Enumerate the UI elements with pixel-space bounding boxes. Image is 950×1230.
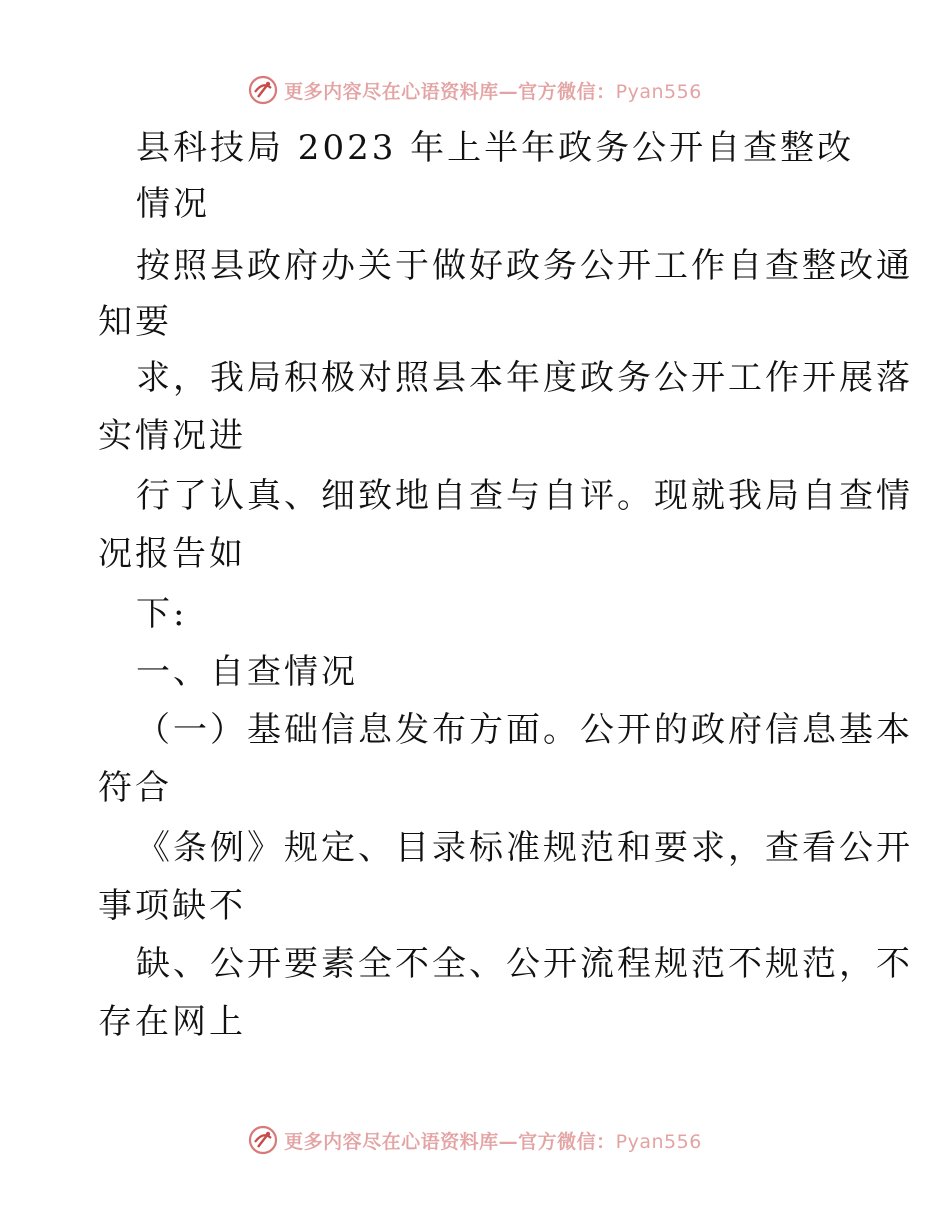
paragraph-line: 存在网上 <box>98 1002 246 1042</box>
document-title-line-1: 县科技局 2023 年上半年政务公开自查整改 <box>136 128 855 168</box>
paragraph-line: 事项缺不 <box>98 886 246 926</box>
paragraph-line: 缺、公开要素全不全、公开流程规范不规范，不 <box>136 944 913 984</box>
watermark-wechat-id: Pyan556 <box>615 1130 702 1153</box>
paragraph-line: 按照县政府办关于做好政务公开工作自查整改通 <box>136 246 913 286</box>
section-heading: 一、自查情况 <box>136 652 358 692</box>
paragraph-line: （一）基础信息发布方面。公开的政府信息基本 <box>136 710 913 750</box>
document-title-line-2: 情况 <box>136 184 210 224</box>
watermark-label: 更多内容尽在心语资料库—官方微信： <box>284 1130 616 1153</box>
watermark-header <box>0 72 950 108</box>
paragraph-line: 知要 <box>98 302 172 342</box>
paragraph-line: 行了认真、细致地自查与自评。现就我局自查情 <box>136 476 913 516</box>
library-logo-icon <box>248 75 278 105</box>
library-logo-icon <box>248 1125 278 1155</box>
paragraph-line: 《条例》规定、目录标准规范和要求，查看公开 <box>136 828 913 868</box>
paragraph-line: 实情况进 <box>98 416 246 456</box>
paragraph-line: 下: <box>136 594 188 634</box>
watermark-footer <box>0 1122 950 1158</box>
paragraph-line: 符合 <box>98 768 172 808</box>
paragraph-line: 求，我局积极对照县本年度政务公开工作开展落 <box>136 358 913 398</box>
watermark-label: 更多内容尽在心语资料库—官方微信： <box>284 80 616 103</box>
watermark-text <box>284 77 702 104</box>
watermark-text <box>284 1127 702 1154</box>
paragraph-line: 况报告如 <box>98 534 246 574</box>
watermark-wechat-id: Pyan556 <box>615 80 702 103</box>
